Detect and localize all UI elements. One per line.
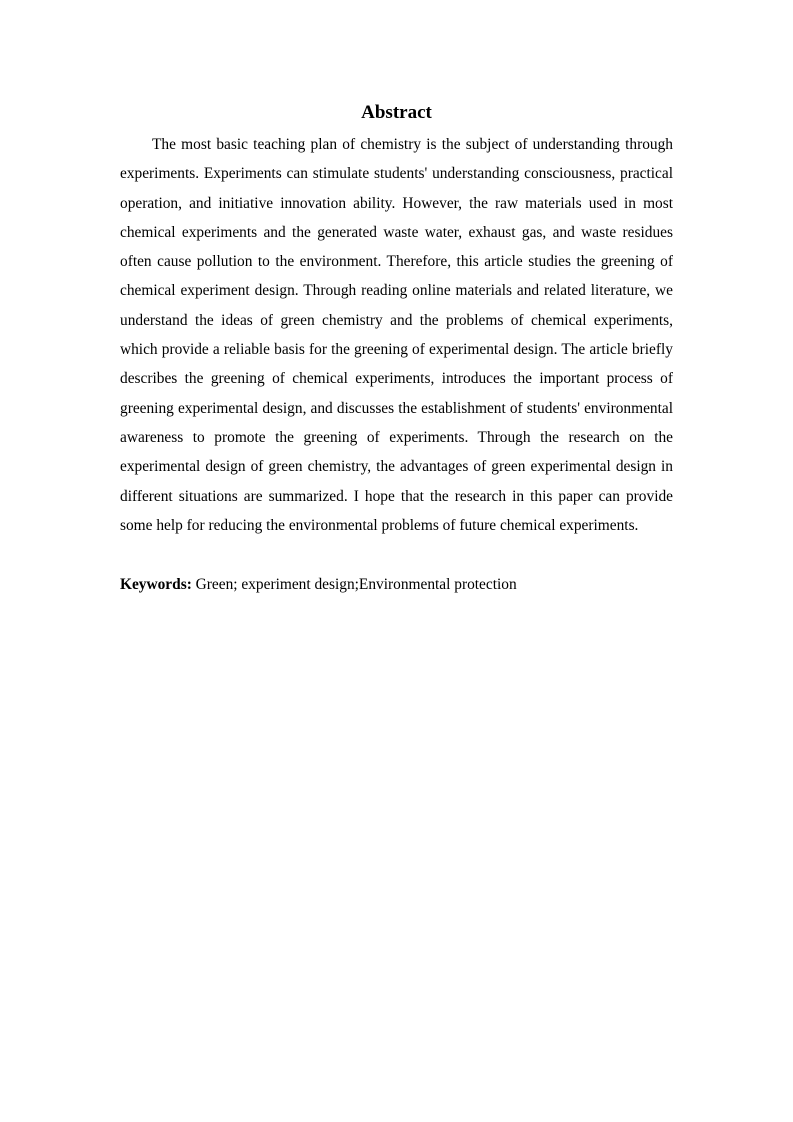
keywords-label: Keywords:: [120, 576, 192, 593]
keywords-line: [120, 570, 673, 599]
keywords-value: Green; experiment design;Environmental protection: [191, 576, 517, 593]
abstract-paragraph: The most basic teaching plan of chemistry is the subject of understanding through experiments. Experiments can stimulate students' understanding consciousness, practical operation, and initiative innovation ability. However, the raw materials used in most chemical experiments and the generated waste water, exhaust gas, and waste residues often cause pollution to the environment. Therefore, this article studies the greening of chemical experiment design. Through reading online materials and related literature, we understand the ideas of green chemistry and the problems of chemical experiments, which provide a reliable basis for the greening of experimental design. The article briefly describes the greening of chemical experiments, introduces the important process of greening experimental design, and discusses the establishment of students' environmental awareness to promote the greening of experiments. Through the research on the experimental design of green chemistry, the advantages of green experimental design in different situations are summarized. I hope that the research in this paper can provide some help for reducing the environmental problems of future chemical experiments.: [120, 136, 673, 534]
abstract-heading: Abstract: [361, 102, 432, 123]
